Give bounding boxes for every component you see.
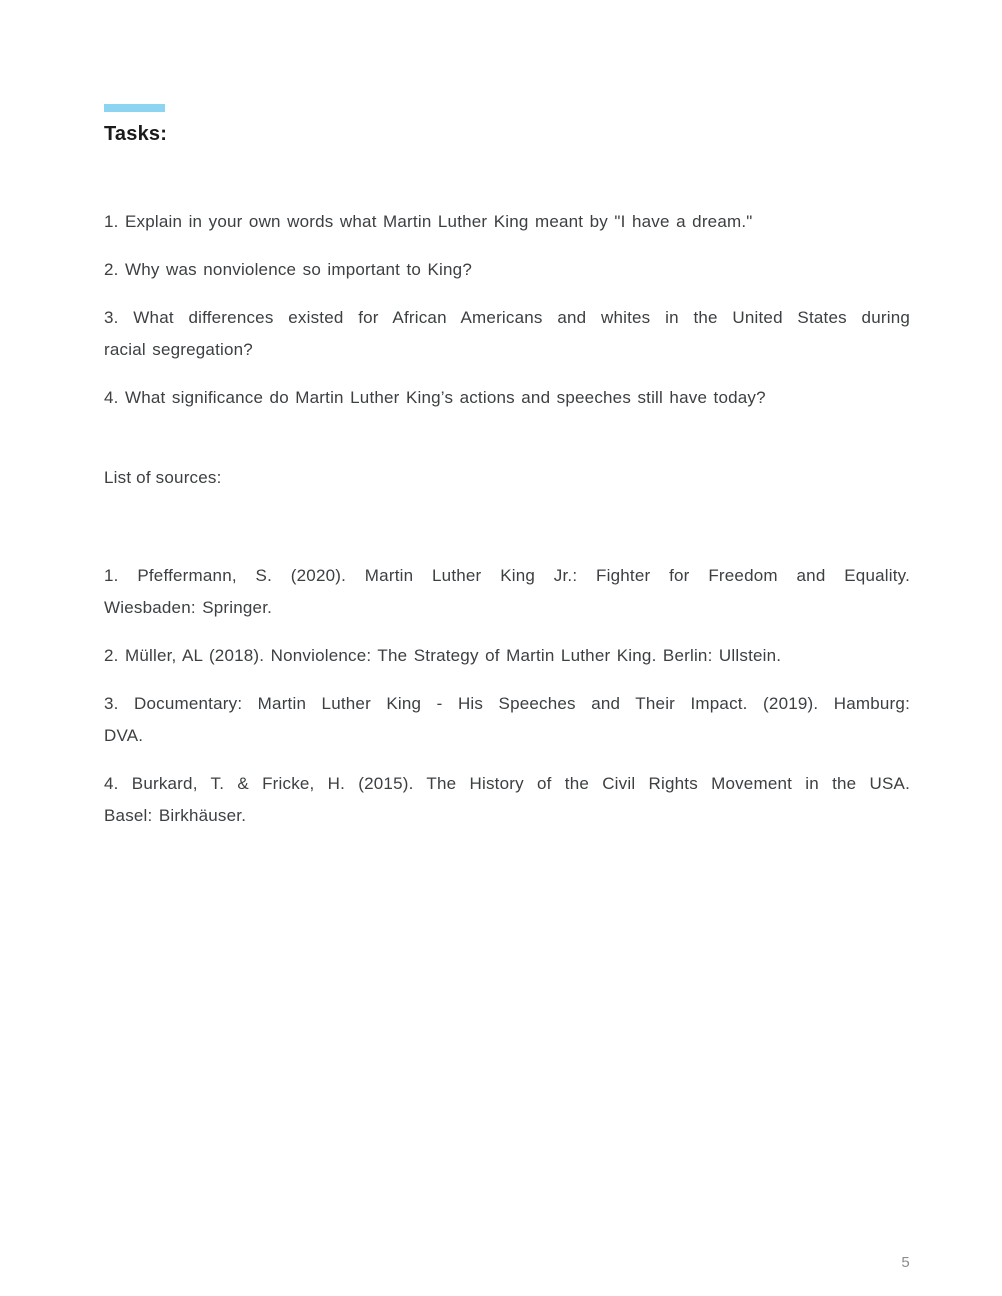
source-item-line: DVA. bbox=[104, 726, 144, 745]
source-item-line: 4. Burkard, T. & Fricke, H. (2015). The History of the Civil Rights Movement in the USA. bbox=[104, 774, 910, 793]
page-number: 5 bbox=[901, 1254, 910, 1271]
source-item bbox=[104, 640, 910, 672]
sources-list bbox=[104, 560, 910, 832]
question-item-line: racial segregation? bbox=[104, 340, 253, 359]
source-item-line: 3. Documentary: Martin Luther King - His Speeches and Their Impact. (2019). Hamburg: bbox=[104, 694, 910, 713]
tasks-heading: Tasks: bbox=[104, 123, 168, 145]
questions-list bbox=[104, 206, 910, 414]
question-item-line: 2. Why was nonviolence so important to King? bbox=[104, 260, 472, 279]
question-item bbox=[104, 254, 910, 286]
question-item-line: 3. What differences existed for African Americans and whites in the United States during bbox=[104, 308, 910, 327]
question-item-line: 4. What significance do Martin Luther King’s actions and speeches still have today? bbox=[104, 388, 766, 407]
source-item bbox=[104, 560, 910, 624]
source-item-line: Wiesbaden: Springer. bbox=[104, 598, 273, 617]
source-item-line: 1. Pfeffermann, S. (2020). Martin Luther King Jr.: Fighter for Freedom and Equality. bbox=[104, 566, 910, 585]
source-item bbox=[104, 688, 910, 752]
sources-label: List of sources: bbox=[104, 468, 222, 487]
question-item-line: 1. Explain in your own words what Martin Luther King meant by "I have a dream." bbox=[104, 212, 753, 231]
source-item-line: 2. Müller, AL (2018). Nonviolence: The Strategy of Martin Luther King. Berlin: Ullstein. bbox=[104, 646, 782, 665]
question-item bbox=[104, 302, 910, 366]
question-item bbox=[104, 206, 910, 238]
source-item bbox=[104, 768, 910, 832]
heading-accent-bar bbox=[104, 104, 165, 112]
question-item bbox=[104, 382, 910, 414]
source-item-line: Basel: Birkhäuser. bbox=[104, 806, 247, 825]
